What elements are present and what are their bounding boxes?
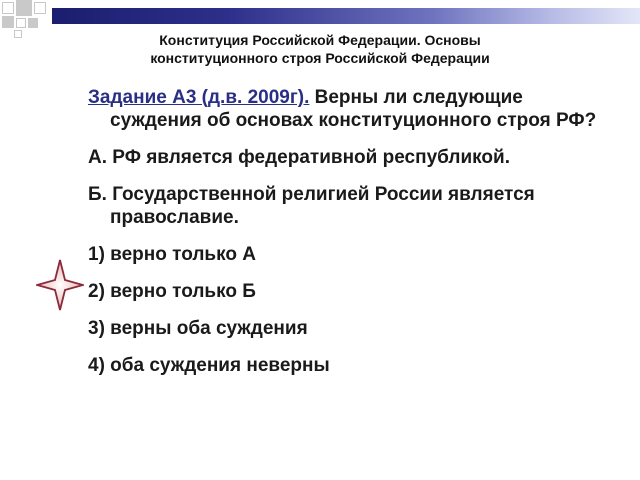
answer-option-4: 4) оба суждения неверны [88,355,330,376]
question-paragraph [88,86,608,132]
page-title-line: Конституция Российской Федерации. Основы [159,32,481,48]
question-text: Верны ли следующие суждения об основах конституционного строя РФ? [110,87,597,131]
answer-option-2: 2) верно только Б [88,281,256,302]
task-label: Задание А3 (д.в. 2009г). [88,87,310,108]
decor-square [28,18,38,28]
question-block [88,86,608,391]
answer-option-1: 1) верно только А [88,244,256,265]
four-point-star-icon [36,259,84,311]
decor-square [16,0,32,16]
decor-square [2,16,14,28]
decor-square [34,2,46,14]
header-gradient-bar [52,8,640,24]
page-title-line: конституционного строя Российской Федерации [150,50,490,66]
decor-square [14,30,22,38]
statement-a: А. РФ является федеративной республикой. [88,147,510,168]
statement-b: Б. Государственной религией России является православие. [88,184,535,228]
answer-option-3: 3) верны оба суждения [88,318,308,339]
page-title [60,31,580,67]
decor-square [2,2,14,14]
decor-square [16,18,26,28]
